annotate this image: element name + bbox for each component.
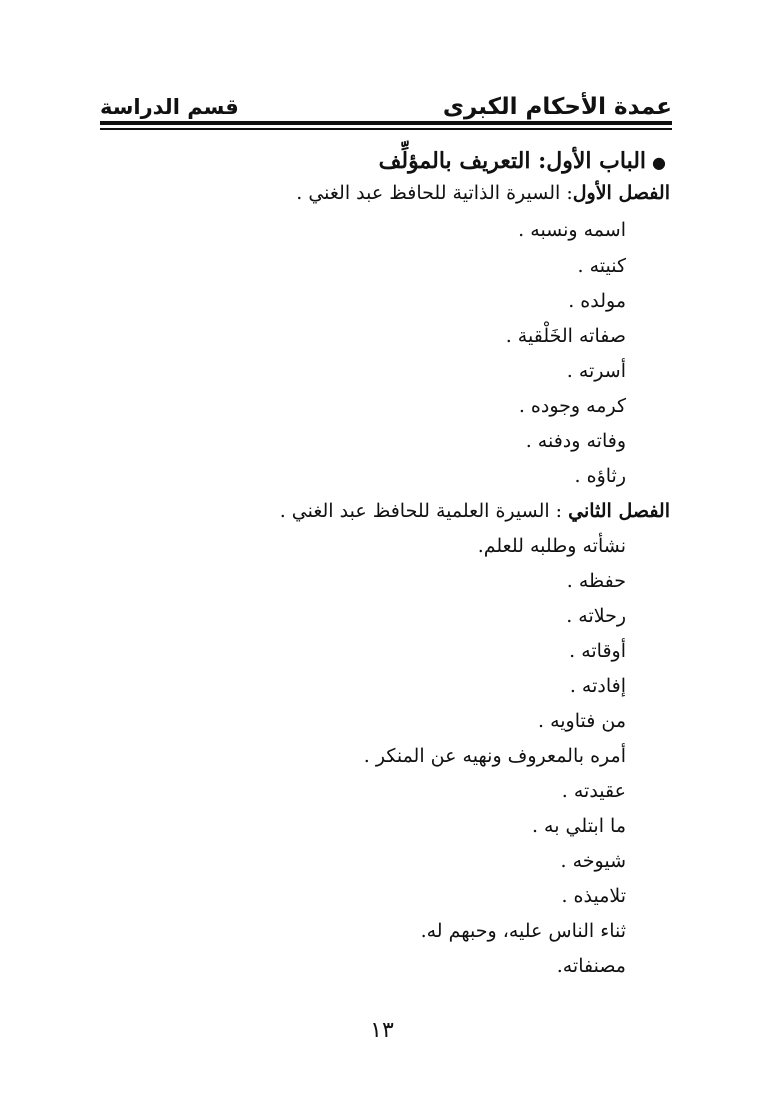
chapter-title: الباب الأول: التعريف بالمؤلِّف: [378, 148, 647, 174]
list-item: حفظه .: [566, 570, 626, 592]
section-text-1: : السيرة الذاتية للحافظ عبد الغني .: [296, 182, 573, 204]
list-item: أمره بالمعروف ونهيه عن المنكر .: [363, 745, 626, 767]
chapter-heading: [379, 146, 666, 178]
bullet-icon: ●: [652, 153, 666, 172]
section-label-2: الفصل الثاني: [568, 500, 670, 522]
list-item: أسرته .: [566, 360, 626, 382]
list-item: مصنفاته.: [556, 955, 626, 977]
section-title: قسم الدراسة: [100, 95, 239, 119]
list-item: ما ابتلي به .: [531, 815, 626, 837]
list-item: أوقاته .: [569, 640, 626, 662]
header-rule-thin: [100, 128, 672, 130]
list-item: اسمه ونسبه .: [518, 219, 626, 241]
section-heading-1: [296, 178, 670, 208]
list-item: من فتاويه .: [537, 710, 626, 732]
list-item: صفاته الخَلْقية .: [505, 325, 626, 347]
list-item: عقيدته .: [561, 780, 626, 802]
section-text-2: : السيرة العلمية للحافظ عبد الغني .: [279, 500, 569, 522]
list-item: نشأته وطلبه للعلم.: [477, 535, 626, 557]
book-title: عمدة الأحكام الكبرى: [442, 94, 672, 120]
list-item: تلاميذه .: [561, 885, 626, 907]
page-number: ١٣: [370, 1018, 394, 1043]
list-item: رحلاته .: [566, 605, 626, 627]
list-item: شيوخه .: [560, 850, 626, 872]
list-item: مولده .: [568, 290, 626, 312]
header-rule-thick: [100, 121, 672, 125]
list-item: ثناء الناس عليه، وحبهم له.: [420, 920, 626, 942]
section-heading-2: [280, 496, 670, 526]
list-item: كرمه وجوده .: [518, 395, 626, 417]
list-item: وفاته ودفنه .: [525, 430, 626, 452]
list-item: إفادته .: [569, 675, 626, 697]
list-item: كنيته .: [577, 255, 626, 277]
section-label-1: الفصل الأول: [572, 182, 670, 204]
list-item: رثاؤه .: [574, 465, 626, 487]
